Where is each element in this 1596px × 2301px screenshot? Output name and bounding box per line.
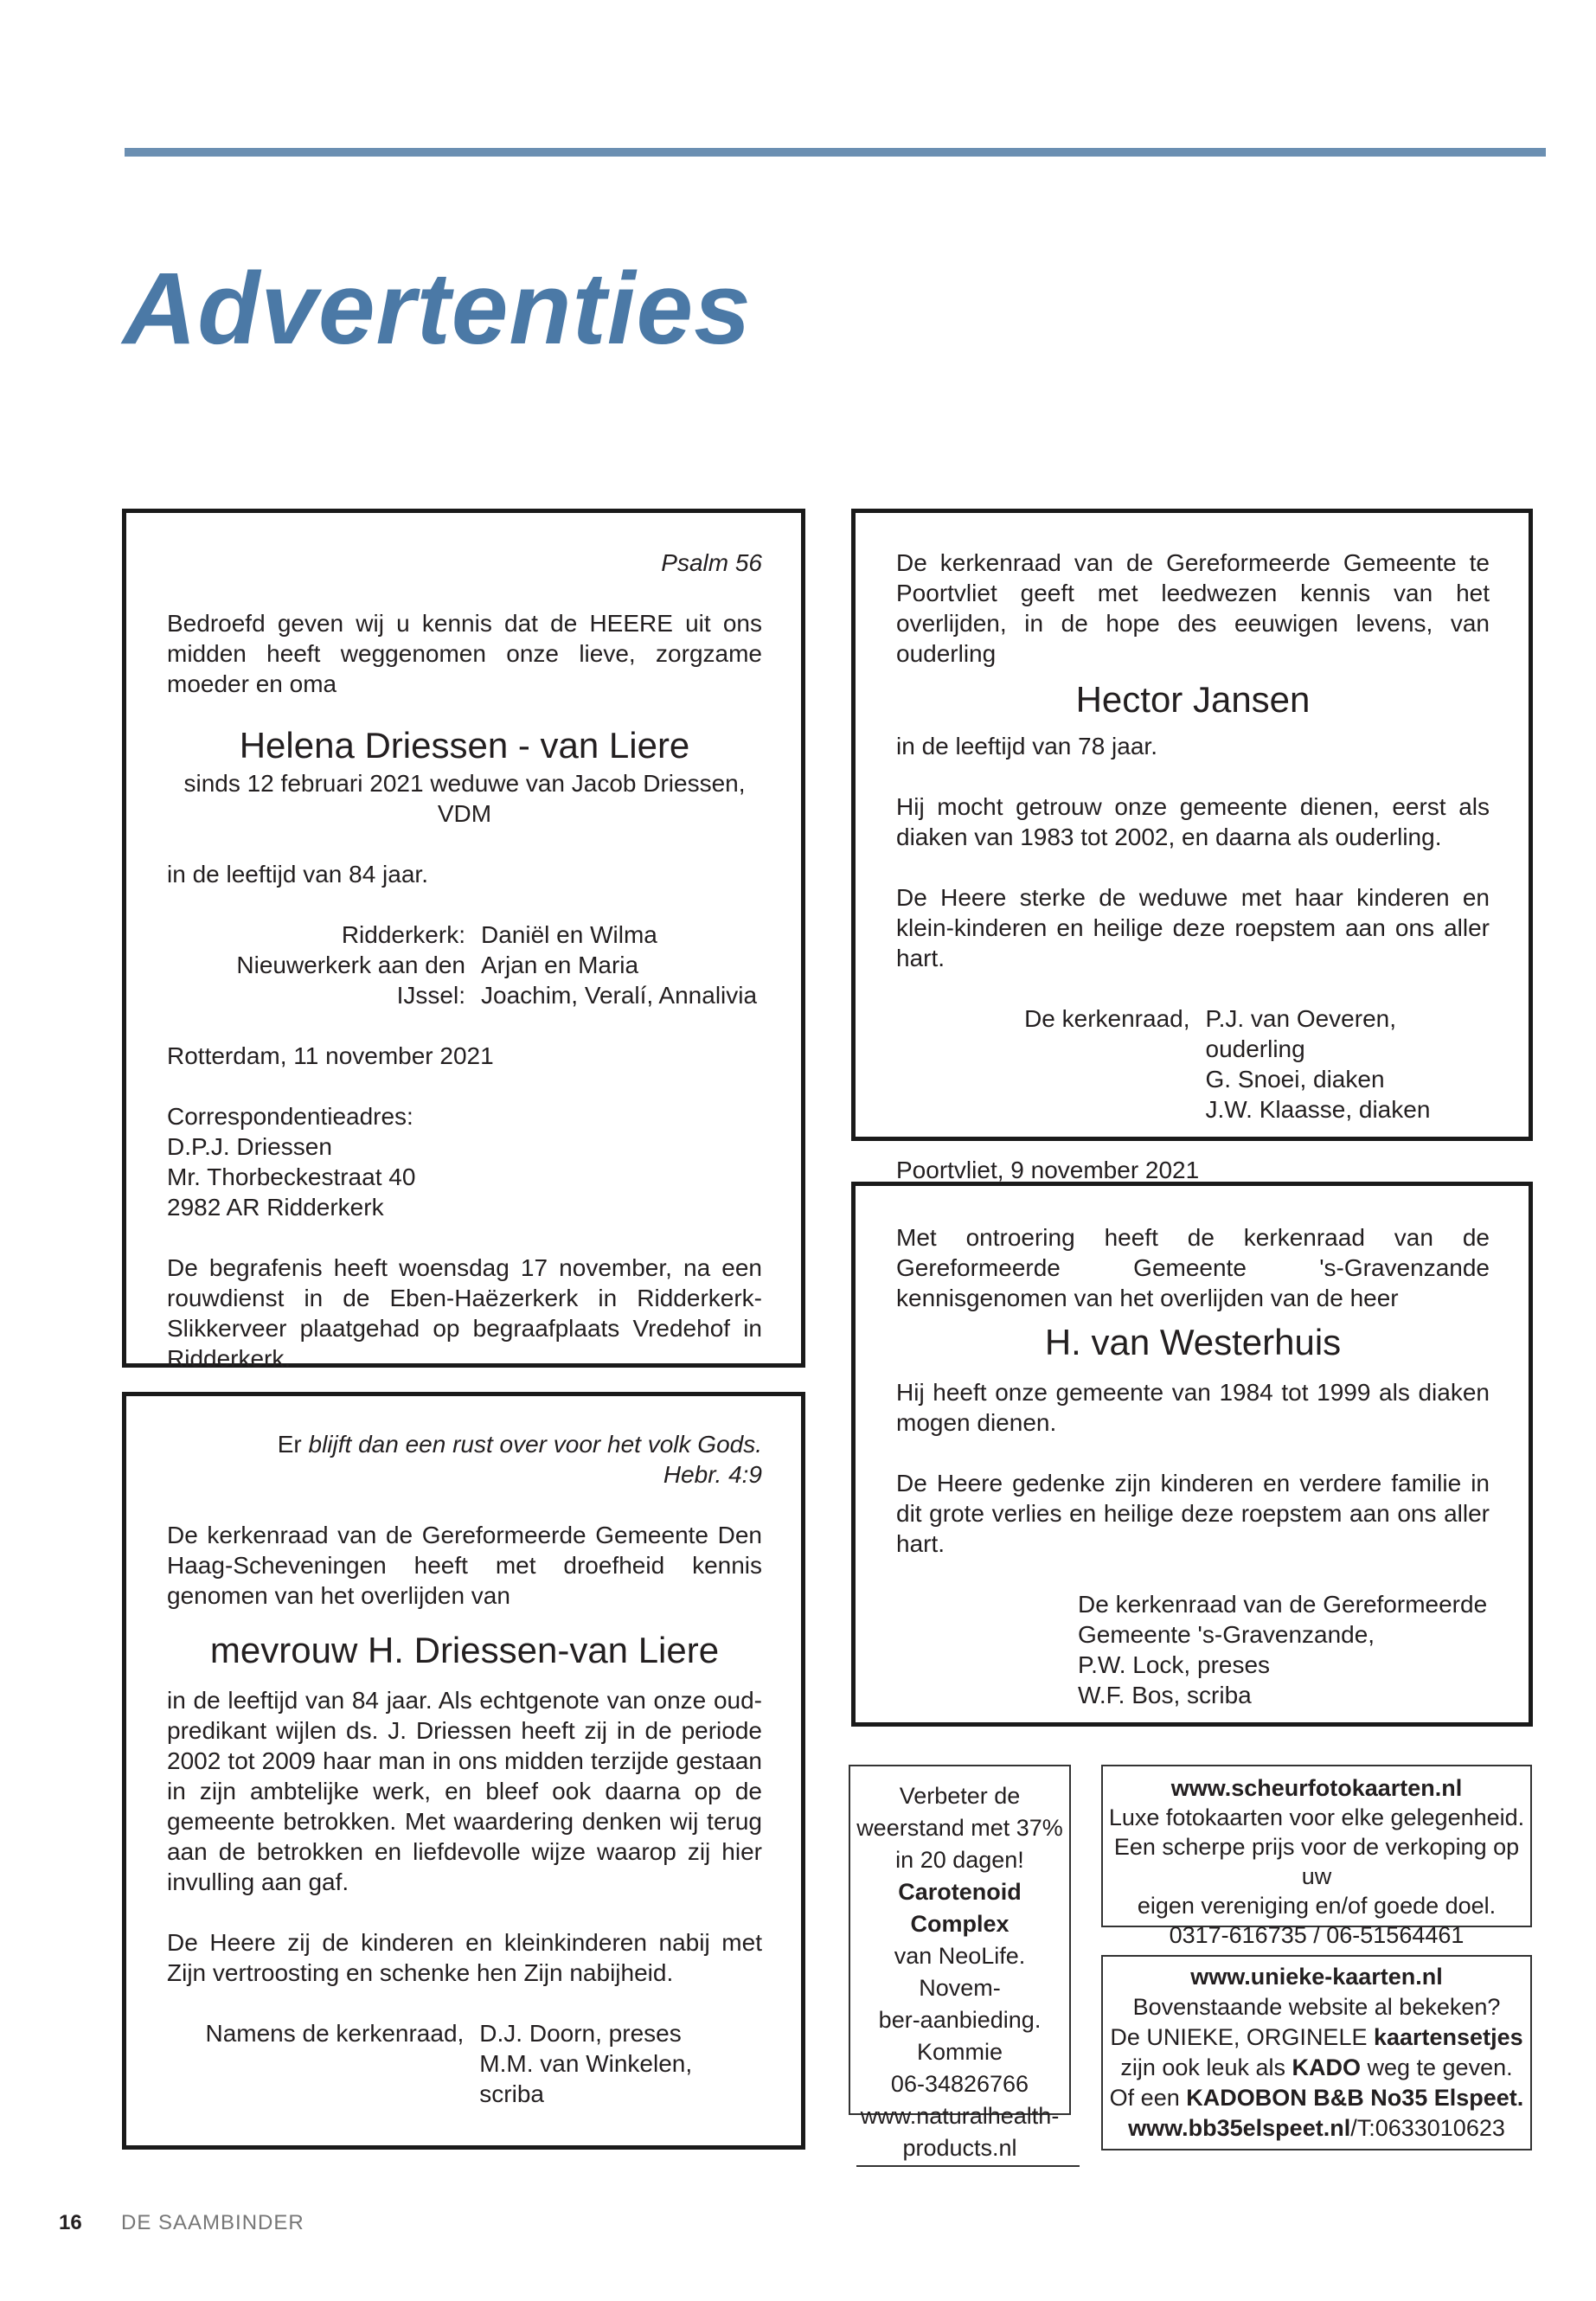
age-text: in de leeftijd van 84 jaar. (167, 861, 428, 888)
page-number: 16 (59, 2211, 82, 2234)
bold-text: KADOBON B&B No35 Elspeet. (1186, 2085, 1524, 2111)
magazine-name: DE SAAMBINDER (121, 2211, 304, 2234)
ad-unieke-kaarten (1101, 1955, 1532, 2150)
signature-label: De kerkenraad, (1024, 1005, 1190, 1032)
phone-number: 06-34826766 (890, 2071, 1029, 2097)
website-link: products.nl (902, 2135, 1017, 2161)
family-names: Arjan en Maria (481, 952, 639, 978)
motto (167, 1429, 762, 1459)
ad-line (1103, 2083, 1530, 2113)
signature-name: G. Snoei, diaken (1205, 1066, 1385, 1093)
intro-text: Met ontroering heeft de kerkenraad van de Gereformeerde Gemeente 's-Gravenzande kennisgenomen van het overlijden van de heer (896, 1224, 1490, 1311)
signature-line: Gemeente 's-Gravenzande, (1078, 1621, 1375, 1648)
website-link: www.unieke-kaarten.nl (1190, 1964, 1443, 1990)
top-rule (125, 148, 1546, 157)
ad-line: Verbeter de (899, 1783, 1021, 1809)
wish-text: De Heere gedenke zijn kinderen en verdere familie in dit grote verlies en heilige deze roepstem aan ons aller hart. (896, 1470, 1490, 1557)
ad-line: ber-aanbieding. (878, 2007, 1042, 2033)
ad-scheurfotokaarten (1101, 1765, 1532, 1948)
ad-line: van NeoLife. Novem- (894, 1943, 1026, 2001)
signature-name: D.J. Doorn, preses (479, 2020, 682, 2047)
ad-line: Een scherpe prijs voor de verkoping op uw (1113, 1834, 1520, 1889)
ad-carotenoid-complex (849, 1765, 1071, 2161)
ad-line (1103, 2053, 1530, 2083)
ad-line (1103, 2022, 1530, 2053)
website-link: www.bb35elspeet.nl (1128, 2115, 1351, 2141)
intro-text: De kerkenraad van de Gereformeerde Gemeente Den Haag-Scheveningen heeft met droefheid kennis genomen van het overlijden van (167, 1522, 762, 1609)
correspondence-street: Mr. Thorbeckestraat 40 (167, 1163, 416, 1190)
deceased-name: mevrouw H. Driessen-van Liere (209, 1630, 720, 1670)
signatures (896, 1003, 1490, 1125)
ad-line: weerstand met 37% (856, 1815, 1063, 1841)
text: zijn ook leuk als (1120, 2054, 1292, 2080)
ad-helena-driessen (122, 509, 805, 1372)
page-title: Advertenties (123, 252, 752, 366)
motto-text: blijft dan een rust over voor het volk Gods. (308, 1431, 762, 1458)
ad-van-westerhuis (851, 1182, 1533, 1727)
correspondence-city: 2982 AR Ridderkerk (167, 1194, 384, 1221)
bold-text: KADO (1292, 2054, 1361, 2080)
text: weg te geven. (1360, 2054, 1513, 2080)
deceased-name: Hector Jansen (1075, 679, 1311, 720)
signature-name: W.F. Bos, scriba (1078, 1682, 1252, 1708)
deceased-name: H. van Westerhuis (1044, 1322, 1342, 1362)
ad-line (1103, 2113, 1530, 2144)
website-link: www.scheurfotokaarten.nl (1170, 1775, 1463, 1801)
signature-label: Namens de kerkenraad, (205, 2020, 465, 2047)
body-text: Hij heeft onze gemeente van 1984 tot 1999 als diaken mogen dienen. (896, 1379, 1490, 1436)
ad-line: eigen vereniging en/of goede doel. (1137, 1893, 1497, 1919)
wish-text: De Heere sterke de weduwe met haar kinderen en klein-kinderen en heilige deze roepstem aan ons aller hart. (896, 884, 1490, 971)
text: Of een (1109, 2085, 1187, 2111)
bold-text: kaartensetjes (1373, 2024, 1523, 2050)
wish-text: De Heere zij de kinderen en kleinkinderen nabij met Zijn vertroosting en schenke hen Zijn nabijheid. (167, 1929, 762, 1986)
correspondence-name: D.P.J. Driessen (167, 1133, 332, 1160)
website-link: www.naturalhealth- (860, 2103, 1060, 2129)
ad-kerkenraad-den-haag (122, 1392, 805, 2150)
signatures (167, 2018, 762, 2109)
subtitle: sinds 12 februari 2021 weduwe van Jacob Driessen, VDM (183, 770, 746, 827)
signatures (896, 1589, 1490, 1710)
signature-name: P.J. van Oeveren, ouderling (1205, 1005, 1396, 1062)
family-label: Nieuwerkerk aan den IJssel: (236, 952, 465, 1009)
family-names: Joachim, Veralí, Annalivia (481, 982, 758, 1009)
place-date: Poortvliet, 9 november 2021 (896, 1157, 1200, 1183)
family-names: Daniël en Wilma (481, 921, 657, 948)
place-date: Rotterdam, 11 november 2021 (167, 1042, 494, 1069)
age-text: in de leeftijd van 78 jaar. (896, 733, 1157, 760)
ad-line: Bovenstaande website al bekeken? (1132, 1994, 1501, 2020)
signature-name: J.W. Klaasse, diaken (1205, 1096, 1431, 1123)
signature-name: M.M. van Winkelen, scriba (479, 2050, 693, 2107)
intro-text: Bedroefd geven wij u kennis dat de HEERE uit ons midden heeft weggenomen onze lieve, zorgzame moeder en oma (167, 610, 762, 697)
ad-line: in 20 dagen! (895, 1847, 1024, 1873)
product-name: Carotenoid Complex (898, 1879, 1022, 1937)
body-text: Hij mocht getrouw onze gemeente dienen, eerst als diaken van 1983 tot 2002, en daarna als ouderling. (896, 793, 1490, 850)
ad-line: Luxe fotokaarten voor elke gelegenheid. (1108, 1804, 1525, 1830)
correspondence-label: Correspondentieadres: (167, 1103, 413, 1130)
divider (856, 2165, 1080, 2167)
intro-text: De kerkenraad van de Gereformeerde Gemeente te Poortvliet geeft met leedwezen kennis van het overlijden, in de hope des eeuwigen levens, van ouderling (896, 549, 1490, 667)
phone-number: 0317-616735 / 06-51564461 (1169, 1922, 1465, 1948)
body-text: in de leeftijd van 84 jaar. Als echtgenote van onze oud-predikant wijlen ds. J. Driessen heeft zij in de periode 2002 tot 2009 haar man in ons midden terzijde gestaan in zijn ambtelijke werk, en bleef ook daarna op de gemeente betrokken. Met waardering denken wij terug aan de betrokken en liefdevolle wijze waarop zij hier invulling aan gaf. (167, 1687, 762, 1895)
contact-name: Kommie (916, 2039, 1003, 2065)
family-list (167, 920, 762, 1010)
text: De UNIEKE, ORGINELE (1110, 2024, 1374, 2050)
family-label: Ridderkerk: (341, 921, 465, 948)
motto-reference: Hebr. 4:9 (663, 1461, 762, 1488)
ad-hector-jansen (851, 509, 1533, 1183)
motto-prefix: Er (277, 1431, 309, 1458)
signature-line: De kerkenraad van de Gereformeerde (1078, 1591, 1488, 1618)
motto: Psalm 56 (661, 549, 762, 576)
signature-name: P.W. Lock, preses (1078, 1651, 1271, 1678)
phone-number: /T:0633010623 (1350, 2115, 1505, 2141)
funeral-text: De begrafenis heeft woensdag 17 november, na een rouwdienst in de Eben-Haëzerkerk in Ridderkerk-Slikkerveer plaatgehad op begraafplaats Vredehof in Ridderkerk. (167, 1254, 762, 1372)
deceased-name: Helena Driessen - van Liere (239, 725, 690, 766)
